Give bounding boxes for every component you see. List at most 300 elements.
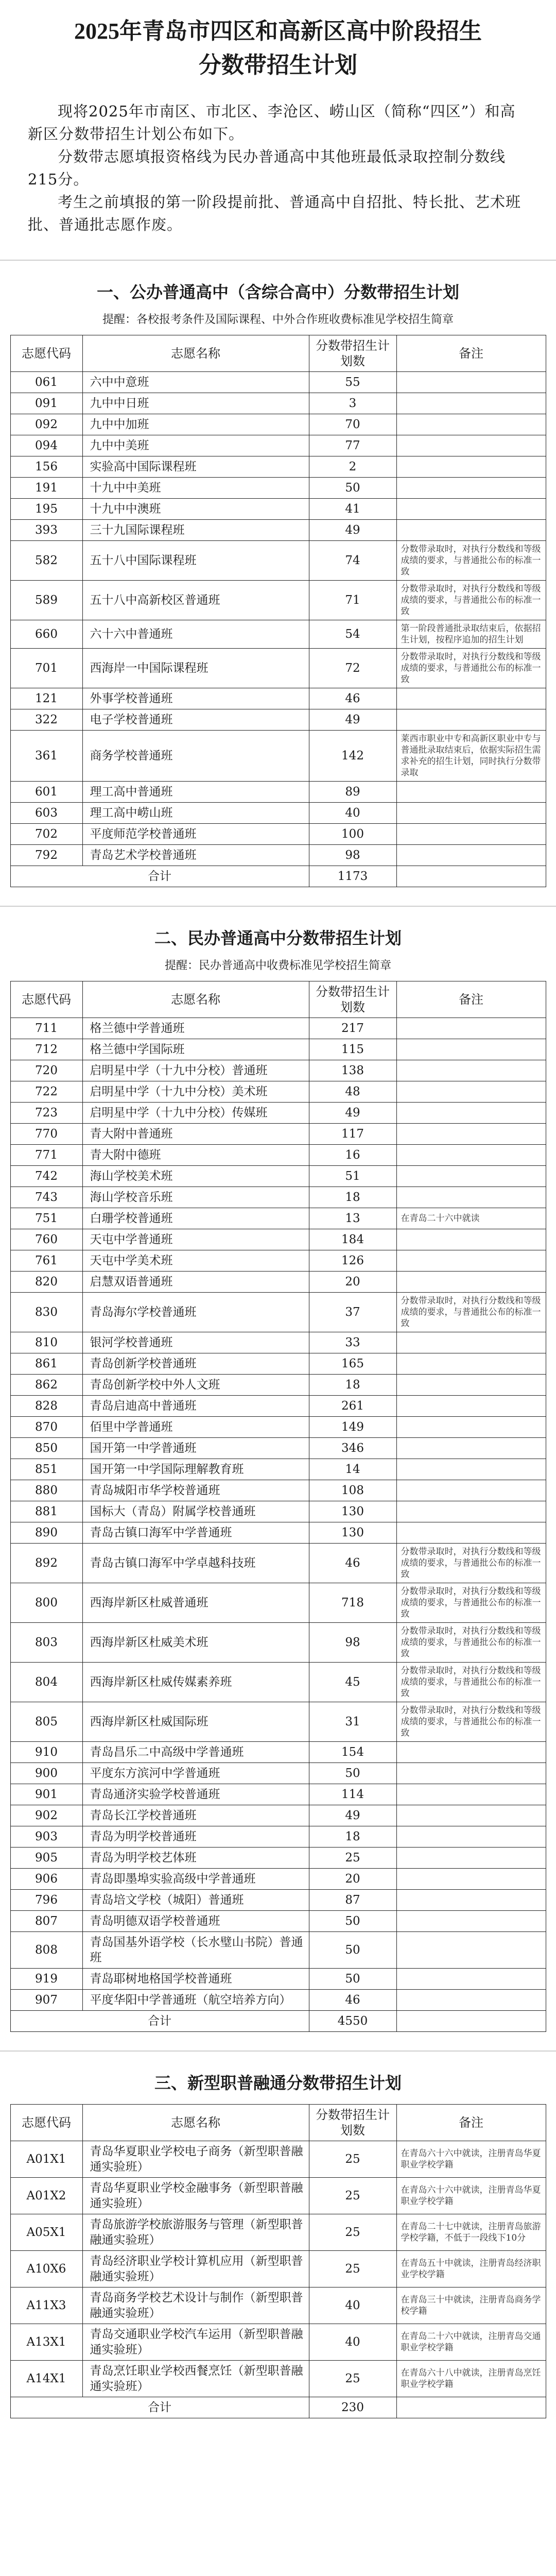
cell-name: 青岛烹饪职业学校西餐烹饪（新型职普融通实验班） [82,2361,309,2397]
cell-code: 582 [10,541,82,581]
cell-quota: 14 [309,1459,396,1480]
cell-name: 青岛华夏职业学校电子商务（新型职普融通实验班） [82,2141,309,2178]
cell-note [396,1763,546,1784]
cell-note: 分数带录取时，对执行分数线和等级成绩的要求，与普通批公布的标准一致 [396,541,546,581]
cell-note [396,1890,546,1911]
cell-note [396,1396,546,1417]
table-row [10,1272,546,1293]
cell-code: A14X1 [10,2361,82,2397]
quota-table [10,2104,546,2418]
cell-name: 西海岸新区杜威普通班 [82,1583,309,1623]
total-note [396,866,546,887]
cell-note [396,1272,546,1293]
cell-note [396,803,546,824]
cell-code: 361 [10,731,82,782]
cell-quota: 149 [309,1417,396,1438]
cell-quota: 18 [309,1187,396,1208]
table-row [10,1763,546,1784]
table-row [10,1124,546,1145]
cell-quota: 50 [309,478,396,499]
cell-note [396,393,546,414]
cell-code: 770 [10,1124,82,1145]
cell-note: 在青岛六十六中就读，注册青岛华夏职业学校学籍 [396,2178,546,2214]
table-row [10,1480,546,1501]
table-row [10,372,546,393]
cell-code: A13X1 [10,2324,82,2361]
cell-note [396,1375,546,1396]
table-row [10,1911,546,1932]
cell-quota: 16 [309,1145,396,1166]
table-row [10,1396,546,1417]
cell-note: 分数带录取时，对执行分数线和等级成绩的要求，与普通批公布的标准一致 [396,1544,546,1583]
cell-code: A01X2 [10,2178,82,2214]
cell-note [396,1187,546,1208]
cell-name: 青岛艺术学校普通班 [82,845,309,866]
cell-code: 807 [10,1911,82,1932]
cell-note [396,709,546,731]
table-row [10,1375,546,1396]
cell-name: 国开第一中学普通班 [82,1438,309,1459]
cell-code: 907 [10,1990,82,2011]
cell-code: 803 [10,1623,82,1663]
cell-note [396,1459,546,1480]
total-row [10,2011,546,2032]
cell-quota: 40 [309,803,396,824]
total-label: 合计 [10,866,309,887]
total-label: 合计 [10,2011,309,2032]
table-row [10,1060,546,1081]
cell-code: 905 [10,1848,82,1869]
cell-code: 881 [10,1501,82,1522]
cell-code: 810 [10,1332,82,1353]
intro-paragraph: 现将2025年市南区、市北区、李沧区、崂山区（简称“四区”）和高新区分数带招生计划公布如下。 [28,103,516,143]
column-header: 志愿代码 [10,2105,82,2141]
table-row [10,1018,546,1039]
cell-quota: 72 [309,649,396,688]
cell-code: 892 [10,1544,82,1583]
cell-quota: 108 [309,1480,396,1501]
cell-note [396,1932,546,1969]
cell-note: 在青岛二十七中就读，注册青岛旅游学校学籍，不低于一段线下10分 [396,2214,546,2251]
quota-table [10,981,546,2032]
cell-name: 九中中美班 [82,435,309,456]
cell-name: 五十八中高新校区普通班 [82,581,309,620]
cell-name: 青岛培文学校（城阳）普通班 [82,1890,309,1911]
table-row [10,731,546,782]
table-row [10,1522,546,1544]
table-row [10,782,546,803]
cell-code: 792 [10,845,82,866]
cell-quota: 25 [309,2178,396,2214]
cell-name: 外事学校普通班 [82,688,309,709]
cell-quota: 346 [309,1438,396,1459]
cell-name: 九中中加班 [82,414,309,435]
table-row [10,688,546,709]
cell-note [396,1124,546,1145]
cell-code: 603 [10,803,82,824]
table-row [10,1805,546,1826]
cell-name: 国标大（青岛）附属学校普通班 [82,1501,309,1522]
cell-quota: 13 [309,1208,396,1229]
cell-name: 十九中中美班 [82,478,309,499]
cell-code: A11X3 [10,2287,82,2324]
cell-code: 870 [10,1417,82,1438]
cell-name: 青岛启迪高中普通班 [82,1396,309,1417]
cell-note [396,1060,546,1081]
cell-name: 青岛古镇口海军中学卓越科技班 [82,1544,309,1583]
cell-note [396,1039,546,1060]
cell-quota: 261 [309,1396,396,1417]
table-row [10,1438,546,1459]
cell-name: 青岛创新学校普通班 [82,1353,309,1375]
cell-quota: 130 [309,1522,396,1544]
cell-note [396,1869,546,1890]
cell-name: 平度东方滨河中学普通班 [82,1763,309,1784]
cell-quota: 74 [309,541,396,581]
cell-name: 格兰德中学国际班 [82,1039,309,1060]
table-row [10,541,546,581]
cell-name: 青岛商务学校艺术设计与制作（新型职普融通实验班） [82,2287,309,2324]
cell-code: 760 [10,1229,82,1250]
table-row [10,1702,546,1742]
cell-quota: 718 [309,1583,396,1623]
cell-note [396,1332,546,1353]
cell-quota: 33 [309,1332,396,1353]
cell-note: 在青岛二十六中就读，注册青岛交通职业学校学籍 [396,2324,546,2361]
table-header-row [10,981,546,1018]
total-value: 4550 [309,2011,396,2032]
cell-note [396,499,546,520]
cell-note [396,1501,546,1522]
column-header: 志愿代码 [10,335,82,372]
cell-note: 分数带录取时，对执行分数线和等级成绩的要求，与普通批公布的标准一致 [396,649,546,688]
cell-quota: 89 [309,782,396,803]
column-header: 志愿名称 [82,981,309,1018]
table-row [10,1848,546,1869]
table-row [10,620,546,649]
cell-code: 742 [10,1166,82,1187]
total-label: 合计 [10,2397,309,2418]
cell-note [396,1969,546,1990]
column-header: 志愿代码 [10,981,82,1018]
table-row [10,520,546,541]
cell-quota: 165 [309,1353,396,1375]
cell-code: 906 [10,1869,82,1890]
total-note [396,2011,546,2032]
cell-quota: 50 [309,1969,396,1990]
cell-quota: 117 [309,1124,396,1145]
cell-note [396,1018,546,1039]
cell-name: 启明星中学（十九中分校）普通班 [82,1060,309,1081]
cell-name: 启明星中学（十九中分校）传媒班 [82,1103,309,1124]
table-row [10,1544,546,1583]
total-row [10,866,546,887]
column-header: 分数带招生计划数 [309,335,396,372]
cell-name: 启明星中学（十九中分校）美术班 [82,1081,309,1103]
column-header: 备注 [396,981,546,1018]
cell-name: 西海岸新区杜威传媒素养班 [82,1663,309,1702]
cell-code: 601 [10,782,82,803]
table-row [10,2141,546,2178]
cell-quota: 49 [309,1805,396,1826]
cell-code: 720 [10,1060,82,1081]
cell-quota: 25 [309,2361,396,2397]
cell-name: 三十九国际课程班 [82,520,309,541]
table-row [10,1229,546,1250]
cell-quota: 40 [309,2324,396,2361]
table-row [10,1583,546,1623]
column-header: 分数带招生计划数 [309,2105,396,2141]
cell-code: 701 [10,649,82,688]
cell-quota: 31 [309,1702,396,1742]
cell-quota: 20 [309,1272,396,1293]
cell-note [396,1784,546,1805]
cell-code: A05X1 [10,2214,82,2251]
cell-code: 830 [10,1293,82,1332]
cell-code: 800 [10,1583,82,1623]
table-row [10,649,546,688]
cell-code: 804 [10,1663,82,1702]
cell-quota: 138 [309,1060,396,1081]
cell-name: 商务学校普通班 [82,731,309,782]
table-row [10,414,546,435]
cell-note [396,1522,546,1544]
cell-note: 分数带录取时，对执行分数线和等级成绩的要求，与普通批公布的标准一致 [396,1623,546,1663]
table-row [10,2324,546,2361]
intro-text [0,82,556,241]
table-row [10,1784,546,1805]
cell-name: 平度师范学校普通班 [82,824,309,845]
cell-name: 十九中中澳班 [82,499,309,520]
cell-note [396,1103,546,1124]
cell-code: 796 [10,1890,82,1911]
table-row [10,1990,546,2011]
table-row [10,1103,546,1124]
cell-note: 莱西市职业中专和高新区职业中专与普通批录取结束后，依据实际招生需求补充的招生计划，同时执行分数带录取 [396,731,546,782]
cell-note: 在青岛六十六中就读，注册青岛华夏职业学校学籍 [396,2141,546,2178]
cell-code: 322 [10,709,82,731]
cell-quota: 114 [309,1784,396,1805]
cell-name: 白珊学校普通班 [82,1208,309,1229]
cell-note: 在青岛五十中就读，注册青岛经济职业学校学籍 [396,2251,546,2287]
cell-code: 820 [10,1272,82,1293]
cell-name: 青岛为明学校艺体班 [82,1848,309,1869]
table-row [10,845,546,866]
cell-code: 851 [10,1459,82,1480]
cell-note [396,845,546,866]
cell-quota: 50 [309,1911,396,1932]
cell-quota: 37 [309,1293,396,1332]
cell-name: 青岛昌乐二中高级中学普通班 [82,1742,309,1763]
cell-quota: 46 [309,1990,396,2011]
cell-code: 723 [10,1103,82,1124]
cell-note: 分数带录取时，对执行分数线和等级成绩的要求，与普通批公布的标准一致 [396,1293,546,1332]
cell-note [396,1250,546,1272]
table-row [10,2361,546,2397]
cell-quota: 71 [309,581,396,620]
table-row [10,499,546,520]
cell-code: 761 [10,1250,82,1272]
cell-note [396,478,546,499]
table-row [10,581,546,620]
total-value: 230 [309,2397,396,2418]
table-row [10,1459,546,1480]
cell-note [396,1353,546,1375]
cell-code: 828 [10,1396,82,1417]
cell-name: 青岛海尔学校普通班 [82,1293,309,1332]
section-note: 提醒：各校报考条件及国际课程、中外合作班收费标准见学校招生简章 [102,313,454,326]
cell-code: 902 [10,1805,82,1826]
table-row [10,393,546,414]
cell-code: 890 [10,1522,82,1544]
cell-note: 分数带录取时，对执行分数线和等级成绩的要求，与普通批公布的标准一致 [396,1663,546,1702]
table-row [10,1890,546,1911]
cell-code: 722 [10,1081,82,1103]
cell-quota: 25 [309,2214,396,2251]
cell-note [396,1848,546,1869]
cell-name: 实验高中国际课程班 [82,456,309,478]
cell-name: 银河学校普通班 [82,1332,309,1353]
cell-quota: 2 [309,456,396,478]
cell-quota: 46 [309,688,396,709]
cell-quota: 25 [309,1848,396,1869]
cell-name: 青岛即墨埠实验高级中学普通班 [82,1869,309,1890]
cell-name: 平度华阳中学普通班（航空培养方向） [82,1990,309,2011]
cell-name: 理工高中崂山班 [82,803,309,824]
table-row [10,1663,546,1702]
cell-code: 061 [10,372,82,393]
cell-code: A01X1 [10,2141,82,2178]
cell-quota: 18 [309,1826,396,1848]
cell-name: 海山学校美术班 [82,1166,309,1187]
cell-name: 青岛通济实验学校普通班 [82,1784,309,1805]
cell-quota: 126 [309,1250,396,1272]
cell-quota: 48 [309,1081,396,1103]
table-row [10,478,546,499]
cell-quota: 55 [309,372,396,393]
cell-code: 910 [10,1742,82,1763]
cell-note [396,435,546,456]
cell-code: 191 [10,478,82,499]
cell-note [396,824,546,845]
table-row [10,1932,546,1969]
cell-name: 西海岸新区杜威美术班 [82,1623,309,1663]
cell-quota: 98 [309,845,396,866]
cell-code: 751 [10,1208,82,1229]
cell-name: 青岛旅游学校旅游服务与管理（新型职普融通实验班） [82,2214,309,2251]
table-header-row [10,2105,546,2141]
total-value: 1173 [309,866,396,887]
column-header: 志愿名称 [82,2105,309,2141]
cell-note: 第一阶段普通批录取结束后，依据招生计划，按程序追加的招生计划 [396,620,546,649]
cell-note [396,1805,546,1826]
cell-code: 589 [10,581,82,620]
cell-code: 743 [10,1187,82,1208]
cell-note [396,1742,546,1763]
cell-note: 在青岛三十中就读，注册青岛商务学校学籍 [396,2287,546,2324]
cell-name: 海山学校音乐班 [82,1187,309,1208]
cell-name: 青岛国基外语学校（长水璧山书院）普通班 [82,1932,309,1969]
document-title-line1: 2025年青岛市四区和高新区高中阶段招生 [74,19,482,44]
cell-code: 862 [10,1375,82,1396]
cell-code: 711 [10,1018,82,1039]
cell-note [396,782,546,803]
cell-name: 青岛古镇口海军中学普通班 [82,1522,309,1544]
cell-code: 712 [10,1039,82,1060]
cell-note [396,1145,546,1166]
cell-note [396,1438,546,1459]
cell-name: 五十八中国际课程班 [82,541,309,581]
cell-name: 电子学校普通班 [82,709,309,731]
column-header: 备注 [396,2105,546,2141]
cell-code: 660 [10,620,82,649]
table-row [10,1293,546,1332]
cell-code: 861 [10,1353,82,1375]
table-row [10,1417,546,1438]
cell-code: 121 [10,688,82,709]
table-row [10,803,546,824]
table-row [10,1208,546,1229]
cell-note [396,688,546,709]
section-title: 三、新型职普融通分数带招生计划 [0,2050,556,2095]
cell-quota: 20 [309,1869,396,1890]
cell-code: 771 [10,1145,82,1166]
table-row [10,435,546,456]
cell-name: 九中中日班 [82,393,309,414]
cell-name: 西海岸一中国际课程班 [82,649,309,688]
table-row [10,1353,546,1375]
table-header-row [10,335,546,372]
cell-quota: 77 [309,435,396,456]
cell-name: 青岛耶树地格国学校普通班 [82,1969,309,1990]
section-title: 一、公办普通高中（含综合高中）分数带招生计划 [0,260,556,304]
table-row [10,1332,546,1353]
cell-quota: 18 [309,1375,396,1396]
cell-code: 903 [10,1826,82,1848]
cell-name: 启慧双语普通班 [82,1272,309,1293]
column-header: 分数带招生计划数 [309,981,396,1018]
cell-code: 805 [10,1702,82,1742]
cell-note [396,1081,546,1103]
cell-code: 702 [10,824,82,845]
cell-name: 青岛创新学校中外人文班 [82,1375,309,1396]
cell-quota: 217 [309,1018,396,1039]
cell-note [396,520,546,541]
cell-quota: 130 [309,1501,396,1522]
total-note [396,2397,546,2418]
cell-name: 天屯中学美术班 [82,1250,309,1272]
cell-name: 佰里中学普通班 [82,1417,309,1438]
cell-quota: 45 [309,1663,396,1702]
cell-name: 西海岸新区杜威国际班 [82,1702,309,1742]
table-row [10,1969,546,1990]
cell-note [396,414,546,435]
cell-name: 青岛为明学校普通班 [82,1826,309,1848]
table-row [10,456,546,478]
cell-code: 919 [10,1969,82,1990]
cell-quota: 51 [309,1166,396,1187]
cell-note [396,1826,546,1848]
section-title: 二、民办普通高中分数带招生计划 [0,906,556,950]
cell-note: 分数带录取时，对执行分数线和等级成绩的要求，与普通批公布的标准一致 [396,1702,546,1742]
cell-code: 808 [10,1932,82,1969]
cell-note [396,1480,546,1501]
table-row [10,1869,546,1890]
cell-code: 901 [10,1784,82,1805]
cell-code: 195 [10,499,82,520]
total-row [10,2397,546,2418]
intro-paragraph: 分数带志愿填报资格线为民办普通高中其他班最低录取控制分数线215分。 [28,148,506,188]
